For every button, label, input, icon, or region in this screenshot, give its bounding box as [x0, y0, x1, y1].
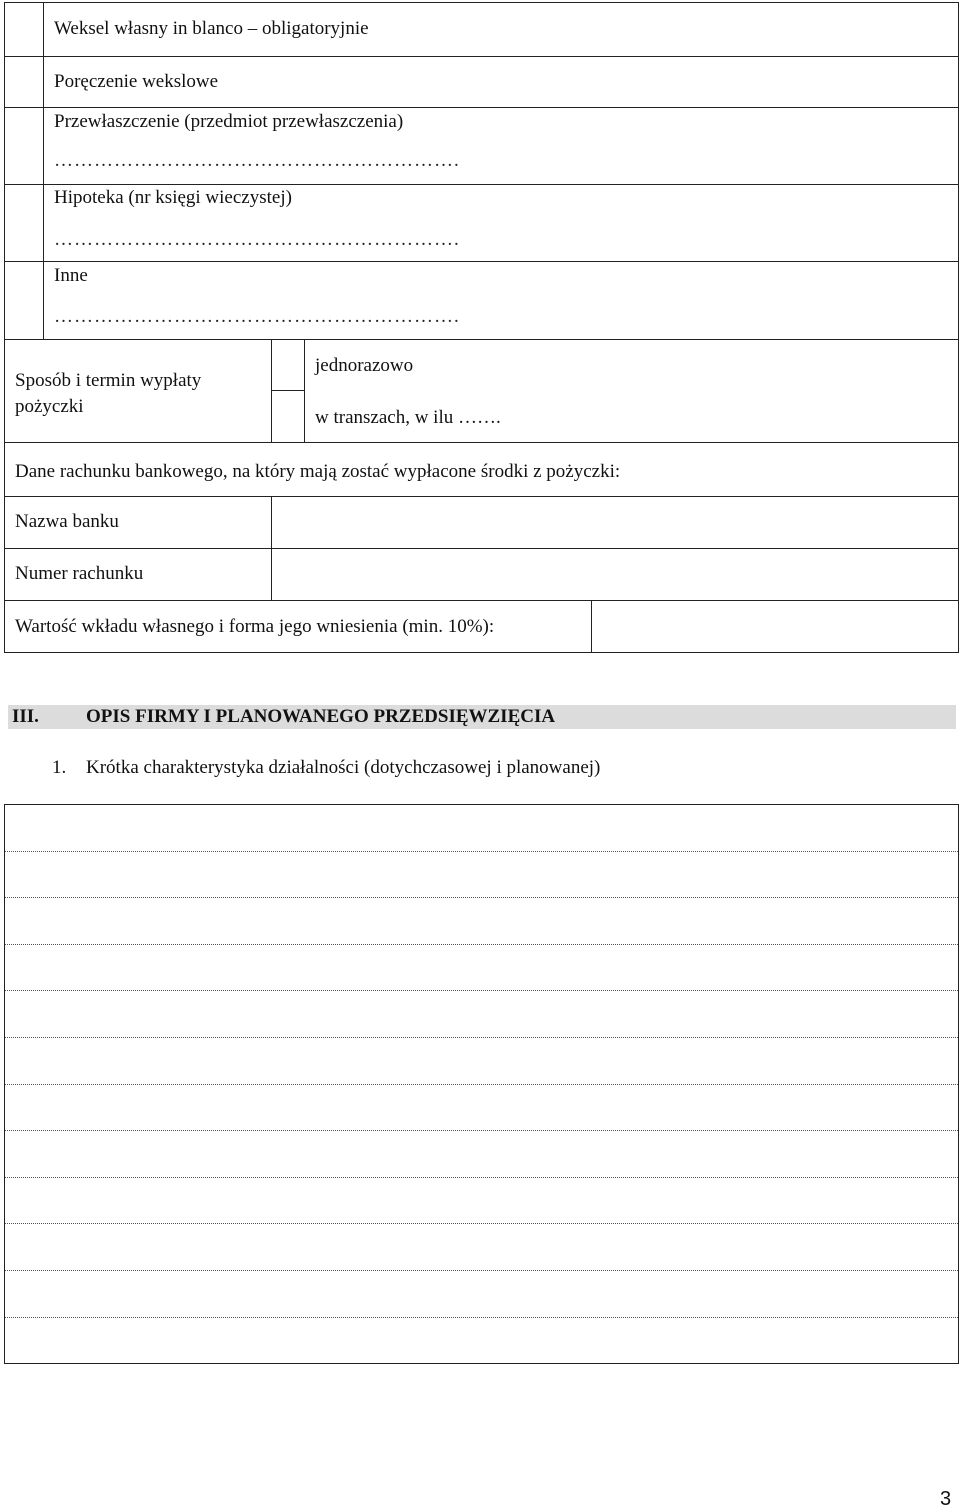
collateral-fill-hipoteka[interactable]: ……………………………………………………. [54, 229, 460, 250]
ruled-line [5, 1037, 958, 1038]
bank-name-field[interactable] [272, 497, 958, 548]
ruled-line [5, 944, 958, 945]
collateral-checkbox-column-divider [43, 2, 44, 340]
ruled-line [5, 990, 958, 991]
ruled-line [5, 1177, 958, 1178]
collateral-fill-przewlaszczenie[interactable]: ……………………………………………………. [54, 150, 460, 171]
checkbox-weksel[interactable] [4, 2, 43, 56]
ruled-line [5, 1223, 958, 1224]
collateral-row-separator [4, 261, 959, 262]
collateral-fill-inne[interactable]: ……………………………………………………. [54, 306, 460, 327]
collateral-label-inne: Inne [54, 265, 88, 286]
ruled-line [5, 1270, 958, 1271]
checkbox-hipoteka[interactable] [4, 185, 43, 261]
collateral-label-hipoteka: Hipoteka (nr księgi wieczystej) [54, 187, 292, 208]
bank-heading: Dane rachunku bankowego, na który mają zostać wypłacone środki z pożyczki: [15, 461, 621, 482]
ruled-line [5, 897, 958, 898]
account-number-field[interactable] [272, 549, 958, 600]
ruled-line [5, 1084, 958, 1085]
own-contribution-label: Wartość wkładu własnego i forma jego wniesienia (min. 10%): [15, 616, 495, 637]
checkbox-inne[interactable] [4, 262, 43, 339]
collateral-row-separator [4, 339, 959, 340]
ruled-line [5, 851, 958, 852]
payout-option-installments[interactable]: w transzach, w ilu ……. [315, 407, 501, 428]
section-title: OPIS FIRMY I PLANOWANEGO PRZEDSIĘWZIĘCIA [86, 706, 556, 727]
payout-checkbox-divider [304, 339, 305, 443]
section-number: III. [12, 706, 39, 727]
subsection-title: Krótka charakterystyka działalności (dotychczasowej i planowanej) [86, 757, 601, 778]
payout-label: Sposób i termin wypłaty pożyczki [15, 370, 202, 417]
collateral-label-przewlaszczenie: Przewłaszczenie (przedmiot przewłaszczenia) [54, 111, 404, 132]
checkbox-poreczenie[interactable] [4, 57, 43, 107]
checkbox-w-transzach[interactable] [272, 391, 304, 442]
bank-name-label: Nazwa banku [15, 511, 119, 532]
checkbox-jednorazowo[interactable] [272, 340, 304, 390]
payout-option-separator [271, 390, 305, 391]
collateral-label-poreczenie: Poręczenie wekslowe [54, 71, 219, 92]
account-number-label: Numer rachunku [15, 563, 144, 584]
page-number: 3 [940, 1488, 952, 1510]
collateral-row-separator [4, 184, 959, 185]
payout-option-once: jednorazowo [315, 355, 414, 376]
checkbox-przewlaszczenie[interactable] [4, 108, 43, 184]
ruled-line [5, 1317, 958, 1318]
collateral-row-separator [43, 56, 959, 57]
collateral-label-weksel: Weksel własny in blanco – obligatoryjnie [54, 18, 369, 39]
collateral-row-separator [4, 107, 959, 108]
subsection-number: 1. [52, 757, 67, 778]
ruled-line [5, 1130, 958, 1131]
own-contribution-field[interactable] [592, 601, 958, 653]
